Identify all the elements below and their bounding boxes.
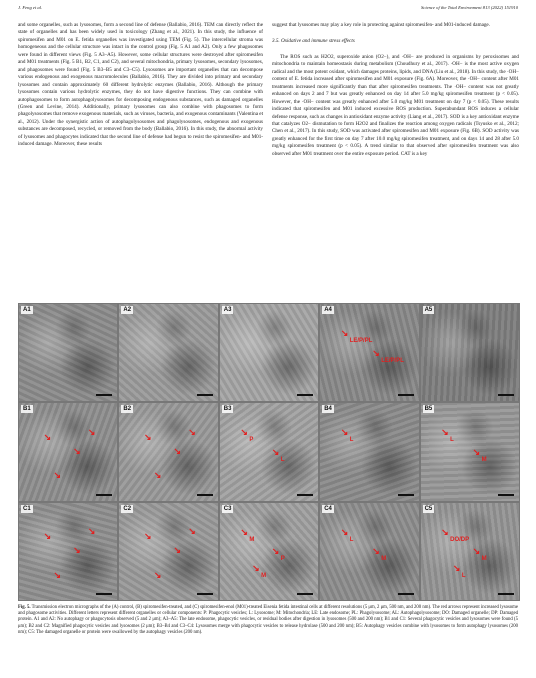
organelle-label: M <box>481 556 487 563</box>
red-arrow-icon: ↘ <box>87 426 96 437</box>
micrograph-panel-a3 <box>219 303 319 402</box>
figure-5 <box>18 303 518 599</box>
red-arrow-icon: ↘ <box>271 446 280 457</box>
left-paragraph: and some organelles, such as lysosomes, form a second line of defense (Ballabio, 2016). TEM can directly reflect the state of organelles and has been widely used in toxicology (Zhang et al., 2021). In this study, the influence of spiromesifen and M01 on E. fetida organelles was investigated using TEM (Fig. 5). The intercellular stroma was homogeneous and the cellular structure was intact in the control group (Fig. 5 A1 and A2). Only a few phagosomes were found in different views (Fig. 5 A3–A5). However, some cellular structures were destroyed after spiromesifen and M01 treatments (Fig. 5 B1, B2, C1, and C2), and several mitochondria, primary lysosomes, secondary lysosomes, and phagosomes were found (Fig. 5 B3–B5 and C3–C5). Lysosomes are important organelles that can decompose various endogenous and exogenous macromolecules (Ballabio, 2016). They are divided into primary and secondary lysosomes and contain approximately 60 different hydrolytic enzymes (Ballabio, 2016). Although the primary lysosomes contain various hydrolytic enzymes, they do not have digestive functions. They can combine with autophagosomes to form autophagolysosomes for decomposing endogenous substances, such as damaged organelles (Green and Levine, 2014). Additionally, primary lysosomes can also combine with phagosomes to form phagolysosomes that remove exogenous materials, such as viruses, bacteria, and exogenous contaminants (Valentina et al., 2012). Under the synergistic action of autophagolysosomes and phagolysosomes, endogenous and exogenous substances are decomposed, recycled, or removed from the body (Ballabio, 2016). In this study, the abnormal activity of lysosomes and phagocytes indicated that the second line of defense had begun to resist the spiromesifen- and M01-induced damage. Moreover, these results <box>18 22 263 148</box>
red-arrow-icon: ↘ <box>73 446 81 457</box>
right-intro: suggest that lysosomes may play a key role in protecting against spiromesifen- and M01-induced damage. <box>272 22 490 28</box>
red-arrow-icon: ↘ <box>53 470 61 481</box>
red-arrow-icon: ↘ <box>87 525 96 536</box>
header-authors: J. Feng et al. <box>18 5 43 10</box>
red-arrow-icon: ↘ <box>143 530 152 541</box>
scale-bar <box>96 494 112 496</box>
micrograph-panel-b4 <box>319 402 419 501</box>
left-column <box>18 22 263 149</box>
red-arrow-icon: ↘ <box>372 347 380 358</box>
organelle-label: M <box>249 536 255 543</box>
organelle-label: DO/DP <box>450 536 470 543</box>
micrograph-panel-a1 <box>18 303 118 402</box>
organelle-label: L <box>450 437 454 444</box>
organelle-label: M <box>381 556 387 563</box>
micrograph-panel-b1 <box>18 402 118 501</box>
red-arrow-icon: ↘ <box>43 530 52 541</box>
micrograph-panel-c3 <box>219 502 319 601</box>
section-heading: 3.5. Oxidative and immune stress effects <box>272 38 355 45</box>
red-arrow-icon: ↘ <box>153 470 162 481</box>
organelle-label: M <box>261 572 267 579</box>
red-arrow-icon: ↘ <box>53 569 61 580</box>
red-arrow-icon: ↘ <box>372 546 380 557</box>
micrograph-panel-c5 <box>420 502 520 601</box>
scale-bar <box>96 394 112 396</box>
scale-bar <box>297 494 313 496</box>
scale-bar <box>197 394 213 396</box>
panel-label: B1 <box>23 406 31 413</box>
red-arrow-icon: ↘ <box>73 545 81 556</box>
red-arrow-icon: ↘ <box>340 427 349 438</box>
organelle-label: LE/P/PL <box>381 357 404 364</box>
red-arrow-icon: ↘ <box>43 431 52 442</box>
red-arrow-icon: ↘ <box>173 545 182 556</box>
red-arrow-icon: ↘ <box>240 427 248 438</box>
red-arrow-icon: ↘ <box>472 446 481 457</box>
red-arrow-icon: ↘ <box>173 446 182 457</box>
scale-bar <box>398 494 414 496</box>
caption-text: Transmission electron micrographs of the (A) control, (B) spiromesifen-treated, and (C) spiromesifen-enol (M01)-treated Eisenia fetida intestinal cells at different resolutions (5 μm, 2 μm, 500 nm, and 200 nm). The red arrows represent increased lysosome and phagosome activities. Different letters represent different organelles or cellular components: P: Phagocytic vesicles; L: Lysosome; M: Mitochondria; LE: Late endosome; PL: Phagolysosome; AL: Autophagolysosome; DO: Damaged organelle; DP: Damaged protein. A1 and A2: No autophagy or phagocytosis observed (5 and 2 μm); A3–A5: The late endosome, phagocytic vesicles, or residual bodies after digestion in lysosomes (500 and 200 nm); B1 and C1: Several phagocytic vesicles and lysosomes were found (5 μm); B2 and C2: Magnified phagocytic vesicles and lysosomes (2 μm); B3–B4 and C3–C4: Lysosomes merge with phagocytic vesicles to release hydrolase (500 and 200 nm); B5: Autophagy vesicles combine with lysosomes to form autophagy lysosomes (200 nm); C5: The damaged organelle or protein were swallowed by the autophagy vesicles (200 nm). <box>18 605 518 635</box>
red-arrow-icon: ↘ <box>188 426 196 437</box>
panel-label: B3 <box>223 406 232 413</box>
red-arrow-icon: ↘ <box>340 328 349 339</box>
panel-label: A2 <box>123 307 132 313</box>
scale-bar <box>398 394 414 396</box>
organelle-label: P <box>249 437 254 444</box>
scale-bar <box>197 494 213 496</box>
running-header <box>18 5 518 15</box>
caption-title: Fig. 5. <box>18 605 31 610</box>
micrograph-panel-a5 <box>420 303 520 402</box>
micrograph-panel-a2 <box>118 303 218 402</box>
scale-bar <box>498 593 514 595</box>
red-arrow-icon: ↘ <box>340 526 349 537</box>
organelle-label: L <box>349 437 354 444</box>
panel-label: B4 <box>324 406 332 413</box>
micrograph-panel-c1 <box>18 502 118 601</box>
red-arrow-icon: ↘ <box>452 562 461 573</box>
panel-label: A3 <box>223 307 232 313</box>
organelle-label: L <box>461 572 466 579</box>
scale-bar <box>498 394 514 396</box>
organelle-label: L <box>349 536 354 543</box>
panel-label: C2 <box>123 505 132 512</box>
right-paragraph: The ROS such as H2O2, superoxide anion (O2−), and ·OH− are produced in organisms by peroxisomes and mitochondria to maintain homeostasis during metabolism (Choudhury et al., 2017). ·OH− is the most active oxygen radical and the most potent oxidant, which damages proteins, lipids, and DNA (Liu et al., 2018). In this study, the ·OH− content of E. fetida increased after spiromesifen and M01 exposure (Fig. 6A). Moreover, the ·OH− content after M01 treatments increased more significantly than that after spiromesifen treatments. The ·OH− content was not greatly enhanced on days 2 and 7 but was greatly enhanced on day 14 after 5.0 mg/kg spiromesifen treatment (p < 0.05). However, the ·OH− content was greatly enhanced after 5.0 mg/kg M01 treatment on day 7 (p < 0.05). These results indicated that spiromesifen and M01 induced excessive ROS production. Superabundant ROS induces a cellular defense response, such as changes in antioxidant enzyme activity (Liang et al., 2017). SOD is a key antioxidant enzyme that catalyzes O2− dismutation to form H2O2 and finalizes the reaction among oxygen radicals (Tsyusko et al., 2012; Chen et al., 2017). In this study, SOD was activated after spiromesifen and M01 exposure (Fig. 6B). SOD activity was greatly enhanced for the first time on day 7 after 10.0 mg/kg spiromesifen treatment, and on days 14 and 28 after 5.0 mg/kg spiromesifen treatment (p < 0.05). A trend similar to that observed after spiromesifen treatment was also observed after M01 treatment over the entire exposure period. CAT is a key <box>272 53 519 157</box>
header-journal: Science of the Total Environment 813 (2022) 151910 <box>420 5 518 10</box>
panel-label: B5 <box>424 406 433 413</box>
red-arrow-icon: ↘ <box>153 569 162 580</box>
red-arrow-icon: ↘ <box>240 526 248 537</box>
panel-label: A1 <box>23 307 31 313</box>
panel-label: C3 <box>223 505 232 512</box>
red-arrow-icon: ↘ <box>271 546 280 557</box>
red-arrow-icon: ↘ <box>441 427 449 438</box>
panel-label: A5 <box>424 307 433 313</box>
scale-bar <box>398 593 414 595</box>
organelle-label: L <box>280 456 285 463</box>
scale-bar <box>297 593 313 595</box>
micrograph-panel-c2 <box>118 502 218 601</box>
right-column <box>272 22 519 158</box>
scale-bar <box>297 394 313 396</box>
scale-bar <box>96 593 112 595</box>
red-arrow-icon: ↘ <box>441 526 449 537</box>
organelle-label: P <box>280 556 285 563</box>
micrograph-panel-a4 <box>319 303 419 402</box>
micrograph-panel-b3 <box>219 402 319 501</box>
micrograph-panel-b2 <box>118 402 218 501</box>
panel-label: A4 <box>324 307 332 313</box>
red-arrow-icon: ↘ <box>252 562 260 573</box>
scale-bar <box>498 494 514 496</box>
micrograph-panel-b5 <box>420 402 520 501</box>
red-arrow-icon: ↘ <box>143 431 152 442</box>
red-arrow-icon: ↘ <box>472 546 481 557</box>
organelle-label: LE/P/PL <box>349 338 373 345</box>
panel-label: C4 <box>324 505 332 512</box>
panel-label: C1 <box>23 505 31 512</box>
panel-label: C5 <box>424 505 433 512</box>
organelle-label: M <box>481 456 487 463</box>
scale-bar <box>197 593 213 595</box>
figure-caption <box>18 605 518 636</box>
micrograph-panel-c4 <box>319 502 419 601</box>
red-arrow-icon: ↘ <box>188 525 196 536</box>
panel-label: B2 <box>123 406 132 413</box>
